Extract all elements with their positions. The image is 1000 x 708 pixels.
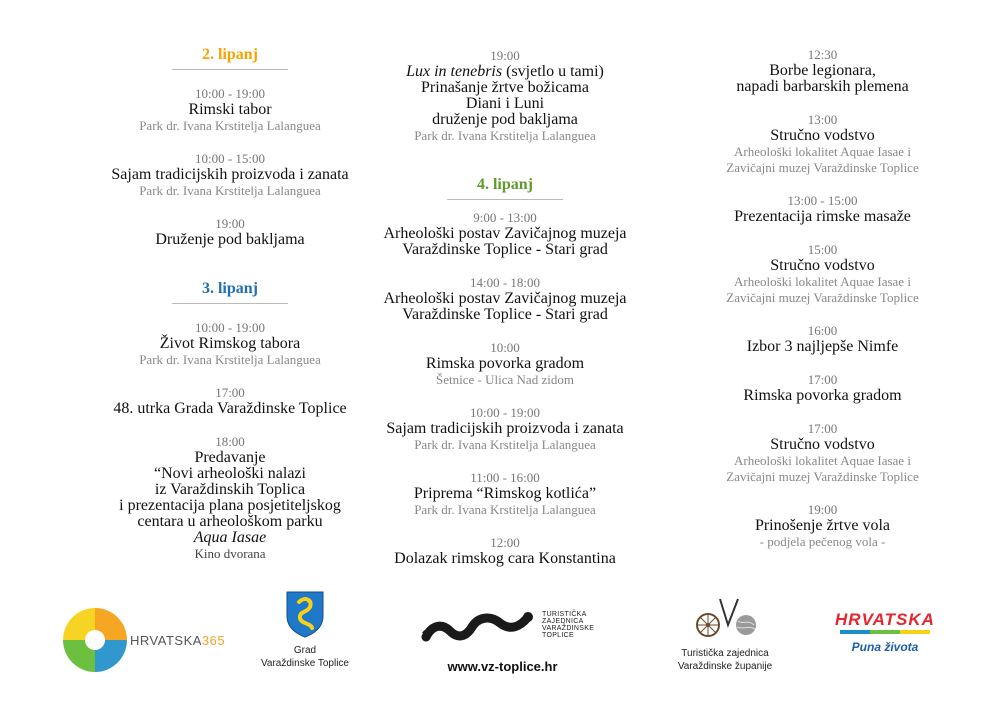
event-time: 17:00 xyxy=(807,372,838,387)
event-name-line: Varaždinske Toplice - Stari grad xyxy=(402,306,608,323)
event-name-line: Predavanje xyxy=(194,449,266,466)
event-name-italic: Lux in tenebris xyxy=(406,63,503,80)
event-time: 10:00 - 19:00 xyxy=(469,405,541,420)
event-place-line: Arheološki lokalitet Aquae Iasae i xyxy=(734,144,911,159)
event-place: Kino dvorana xyxy=(194,546,266,561)
event-name-italic: Aqua Iasae xyxy=(193,529,267,546)
tz-text-line: VARAŽDINSKE xyxy=(542,625,595,632)
event-name-line: Borbe legionara, xyxy=(769,62,876,79)
event-rimski-kotlic xyxy=(350,470,660,518)
event-time: 19:00 xyxy=(807,502,838,517)
day-heading-4-lipanj: 4. lipanj xyxy=(350,176,660,200)
event-name: Prezentacija rimske masaže xyxy=(734,208,911,225)
event-lux-in-tenebris xyxy=(350,48,660,144)
event-utrka xyxy=(65,385,395,417)
tz-text-line: TURISTIČKA xyxy=(542,611,587,618)
event-name-line: Varaždinske Toplice - Stari grad xyxy=(402,241,608,258)
event-place: - podjela pečenog vola - xyxy=(759,534,886,549)
event-name: Stručno vodstvo xyxy=(770,436,875,453)
event-name: Priprema “Rimskog kotlića” xyxy=(413,485,597,502)
event-name: Život Rimskog tabora xyxy=(159,335,301,352)
tz-varazdinske-toplice-logo xyxy=(420,607,620,687)
event-place: Park dr. Ivana Krstitelja Lalanguea xyxy=(414,437,596,452)
grad-label: Grad xyxy=(293,645,317,656)
event-name-line: druženje pod bakljama xyxy=(432,111,578,128)
tz-text-line: ZAJEDNICA xyxy=(542,618,584,625)
event-time: 12:00 xyxy=(490,535,520,550)
event-time: 13:00 xyxy=(807,112,838,127)
croatia-full-of-life-logo xyxy=(830,610,940,654)
tz-varazdinske-zupanije-logo xyxy=(660,595,790,673)
grad-varazdinske-toplice-logo xyxy=(250,590,360,670)
event-time: 14:00 - 18:00 xyxy=(469,275,541,290)
event-name-line: “Novi arheološki nalazi xyxy=(154,465,306,482)
event-name: Sajam tradicijskih proizvoda i zanata xyxy=(386,420,624,437)
event-time: 17:00 xyxy=(807,421,838,436)
event-time: 15:00 xyxy=(807,242,838,257)
event-place: Park dr. Ivana Krstitelja Lalanguea xyxy=(414,502,596,517)
event-place: Šetnice - Ulica Nad zidom xyxy=(436,372,574,387)
event-izbor-nimfe xyxy=(690,323,955,355)
event-name-line: centara u arheološkom parku xyxy=(137,513,323,530)
event-name: Prinošenje žrtve vola xyxy=(754,517,891,534)
event-name-line: i prezentacija plana posjetiteljskog xyxy=(119,497,341,514)
hrvatska365-flower-icon xyxy=(60,605,130,675)
event-place-line: Arheološki lokalitet Aquae Iasae i xyxy=(734,274,911,289)
event-arheoloski-postav-1 xyxy=(350,210,660,258)
event-name: Dolazak rimskog cara Konstantina xyxy=(394,550,616,567)
event-strucno-vodstvo-1 xyxy=(690,112,955,176)
event-rimska-povorka-1 xyxy=(350,340,660,388)
event-time: 10:00 - 19:00 xyxy=(194,86,266,101)
event-time: 17:00 xyxy=(215,385,245,400)
event-rimski-tabor xyxy=(65,86,395,134)
day-heading-3-lipanj: 3. lipanj xyxy=(65,280,395,304)
event-sajam xyxy=(65,151,395,199)
event-name-line: Arheološki postav Zavičajnog muzeja xyxy=(383,225,627,242)
tzvz-line: Varaždinske županije xyxy=(677,661,773,672)
event-druzenje xyxy=(65,216,395,248)
event-name: Stručno vodstvo xyxy=(770,127,875,144)
footer-logos xyxy=(0,585,1000,705)
event-name: Rimska povorka gradom xyxy=(743,387,902,404)
wheel-and-yarn-icon xyxy=(690,595,760,639)
event-name-line: Arheološki postav Zavičajnog muzeja xyxy=(383,290,627,307)
event-name: Rimski tabor xyxy=(188,101,272,118)
event-predavanje xyxy=(65,434,395,562)
hrvatska365-text: HRVATSKA xyxy=(130,633,202,648)
event-name-line: iz Varaždinskih Toplica xyxy=(154,481,306,498)
event-name: Izbor 3 najljepše Nimfe xyxy=(746,338,899,355)
event-time: 10:00 xyxy=(490,340,520,355)
tzvz-line: Turistička zajednica xyxy=(681,648,769,659)
event-name-line: Diani i Luni xyxy=(465,95,545,112)
website-link[interactable]: www.vz-toplice.hr xyxy=(447,659,558,674)
event-place-line: Zavičajni muzej Varaždinske Toplice xyxy=(726,469,919,484)
event-time: 10:00 - 19:00 xyxy=(194,320,266,335)
croatia-wordmark: HRVATSKA xyxy=(835,610,935,629)
event-time: 19:00 xyxy=(490,48,520,63)
event-name-rest: (svjetlo u tami) xyxy=(502,63,604,80)
hrvatska365-logo xyxy=(60,605,240,675)
event-name: Stručno vodstvo xyxy=(770,257,875,274)
event-time: 12:30 xyxy=(807,47,838,62)
event-place: Park dr. Ivana Krstitelja Lalanguea xyxy=(139,183,321,198)
event-time: 10:00 - 15:00 xyxy=(194,151,266,166)
event-place-line: Zavičajni muzej Varaždinske Toplice xyxy=(726,290,919,305)
event-zrtva-vola xyxy=(690,502,955,550)
event-name: 48. utrka Grada Varaždinske Toplice xyxy=(113,400,347,417)
event-arheoloski-postav-2 xyxy=(350,275,660,323)
event-time: 18:00 xyxy=(215,434,245,449)
event-time: 16:00 xyxy=(807,323,838,338)
event-zivot-tabora xyxy=(65,320,395,368)
event-strucno-vodstvo-3 xyxy=(690,421,955,485)
event-strucno-vodstvo-2 xyxy=(690,242,955,306)
event-time: 9:00 - 13:00 xyxy=(473,210,537,225)
croatia-slogan: Puna života xyxy=(851,640,919,654)
croatia-color-stripe-icon xyxy=(830,630,940,636)
event-car-konstantin xyxy=(350,535,660,567)
event-rimska-povorka-2 xyxy=(690,372,955,404)
grad-name: Varaždinske Toplice xyxy=(260,658,349,669)
event-name-line: napadi barbarskih plemena xyxy=(736,78,909,95)
event-name: Rimska povorka gradom xyxy=(425,355,585,372)
event-time: 13:00 - 15:00 xyxy=(787,193,858,208)
event-time: 19:00 xyxy=(215,216,245,231)
event-sajam-4 xyxy=(350,405,660,453)
event-name: Sajam tradicijskih proizvoda i zanata xyxy=(111,166,349,183)
event-place: Park dr. Ivana Krstitelja Lalanguea xyxy=(139,352,321,367)
event-name: Druženje pod bakljama xyxy=(155,231,305,248)
event-rimska-masaza xyxy=(690,193,955,225)
event-place-line: Arheološki lokalitet Aquae Iasae i xyxy=(734,453,911,468)
coat-of-arms-icon xyxy=(285,590,325,638)
event-name-line: Prinašanje žrtve božicama xyxy=(421,79,589,96)
event-place: Park dr. Ivana Krstitelja Lalanguea xyxy=(414,128,596,143)
event-place: Park dr. Ivana Krstitelja Lalanguea xyxy=(139,118,321,133)
hrvatska365-number: 365 xyxy=(201,633,226,648)
event-time: 11:00 - 16:00 xyxy=(470,470,540,485)
event-borbe-legionara xyxy=(690,47,955,95)
day-heading-2-lipanj: 2. lipanj xyxy=(65,46,395,70)
tz-text-line: TOPLICE xyxy=(542,632,574,639)
serpent-icon xyxy=(420,607,540,647)
event-place-line: Zavičajni muzej Varaždinske Toplice xyxy=(726,160,919,175)
